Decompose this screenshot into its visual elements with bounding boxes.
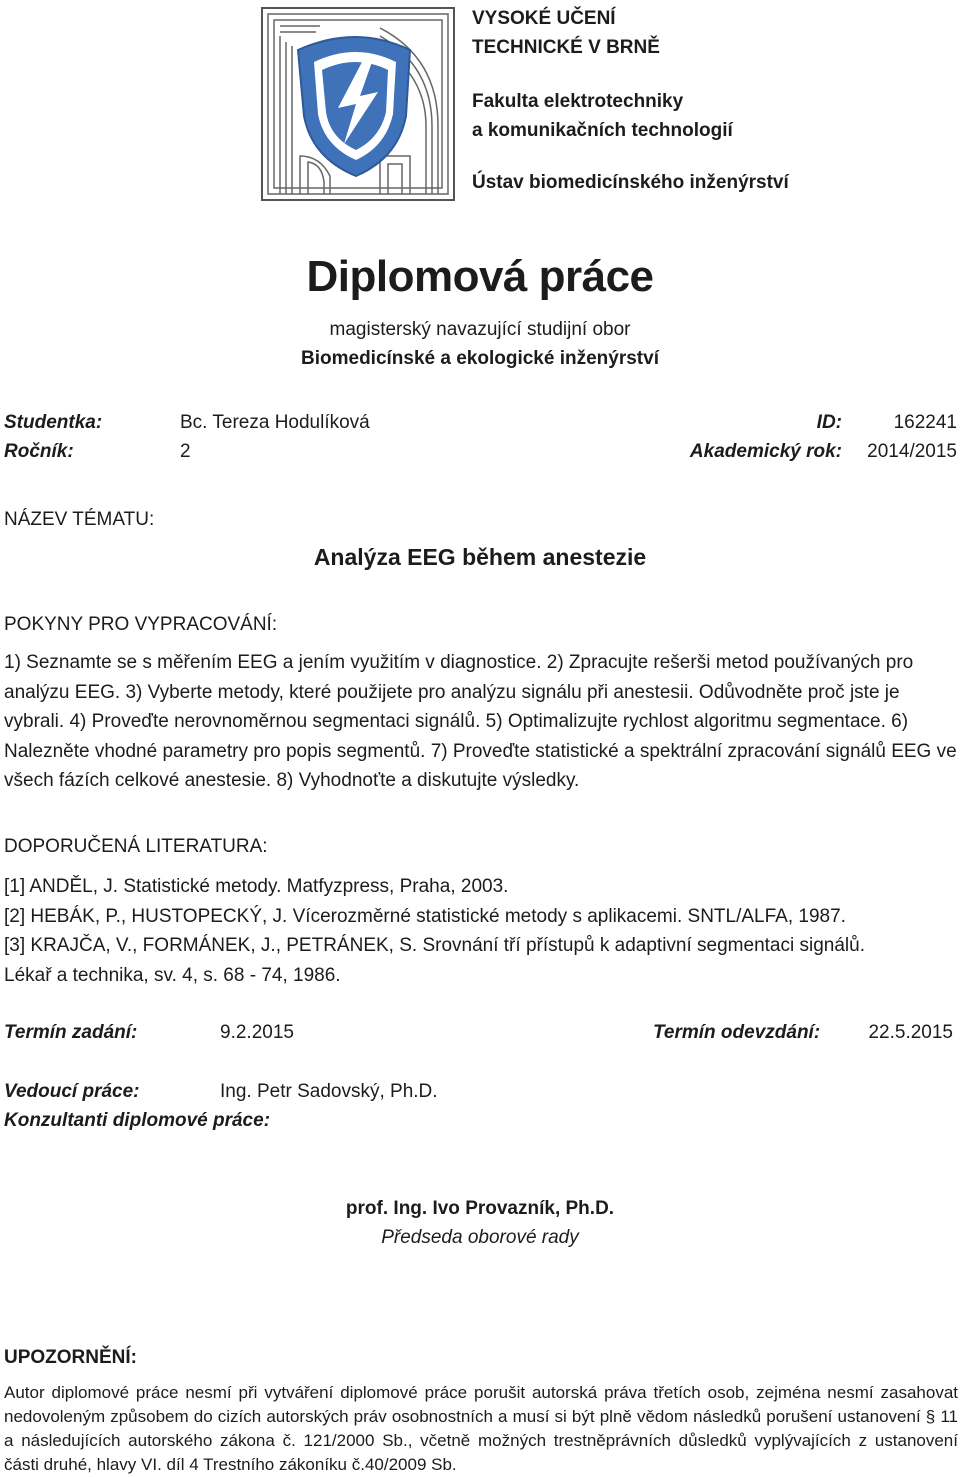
university-name-line2: TECHNICKÉ V BRNĚ bbox=[472, 37, 660, 58]
year-value: 2 bbox=[180, 441, 191, 462]
warning-text: Autor diplomové práce nesmí při vytváření diplomové práce porušit autorská práva třetích osob, zejména nesmí zasahovat nedovoleným způsobem do cizích autorských práv osobnostních a musí si být plně vědom následků porušení ustanovení § 11 a následujících autorského zákona č. 121/2000 Sb., včetně možných trestněprávních důsledků vyplývajících z ustanovení části druhé, hlavy VI. díl 4 Trestního zákoníku č.40/2009 Sb. bbox=[4, 1383, 958, 1474]
supervisor-label: Vedoucí práce: bbox=[4, 1081, 140, 1102]
student-name: Bc. Tereza Hodulíková bbox=[180, 412, 370, 433]
id-value: 162241 bbox=[893, 412, 957, 433]
assigned-date-label: Termín zadání: bbox=[4, 1022, 138, 1043]
academic-year-label: Akademický rok: bbox=[689, 441, 842, 462]
literature-item: Lékař a technika, sv. 4, s. 68 - 74, 1986. bbox=[4, 964, 341, 986]
faculty-name-line2: a komunikačních technologií bbox=[472, 120, 733, 141]
literature-item: [3] KRAJČA, V., FORMÁNEK, J., PETRÁNEK, S. Srovnání tří přístupů k adaptivní segmentaci signálů. bbox=[4, 935, 865, 956]
instructions-label: POKYNY PRO VYPRACOVÁNÍ: bbox=[4, 614, 278, 635]
student-label: Studentka: bbox=[4, 412, 103, 433]
faculty-name-line1: Fakulta elektrotechniky bbox=[472, 91, 684, 112]
topic-title: Analýza EEG během anestezie bbox=[313, 544, 647, 570]
consultants-label: Konzultanti diplomové práce: bbox=[4, 1110, 271, 1131]
topic-label: NÁZEV TÉMATU: bbox=[4, 509, 155, 530]
academic-year-value: 2014/2015 bbox=[867, 441, 957, 462]
literature-item: [2] HEBÁK, P., HUSTOPECKÝ, J. Vícerozměrné statistické metody s aplikacemi. SNTL/ALFA, 1987. bbox=[4, 905, 846, 927]
instructions-text: 1) Seznamte se s měřením EEG a jením využitím v diagnostice. 2) Zpracujte rešerši metod používaných pro analýzu EEG. 3) Vyberte metody, které použijete pro analýzu signálu při anestesii. Odůvodněte proč jste je vybrali. 4) Proveďte nerovnoměrnou segmentaci signálů. 5) Optimalizujte rychlost algoritmu segmentace. 6) Nalezněte vhodné parametry pro popis segmentů. 7) Proveďte statistické a spektrální zpracování signálů EEG ve všech fázích celkové anestesie. 8) Vyhodnoťte a diskutujte výsledky. bbox=[4, 652, 957, 791]
literature-item: [1] ANDĚL, J. Statistické metody. Matfyzpress, Praha, 2003. bbox=[4, 876, 509, 897]
literature-list bbox=[4, 872, 865, 990]
university-logo bbox=[260, 6, 456, 202]
due-date-label: Termín odevzdání: bbox=[653, 1022, 821, 1043]
chair-name: prof. Ing. Ivo Provazník, Ph.D. bbox=[345, 1198, 615, 1219]
chair-role: Předseda oborové rady bbox=[381, 1227, 579, 1248]
university-name-line1: VYSOKÉ UČENÍ bbox=[472, 8, 616, 29]
supervisor-name: Ing. Petr Sadovský, Ph.D. bbox=[220, 1081, 438, 1102]
year-label: Ročník: bbox=[4, 441, 74, 462]
vut-emblem-icon bbox=[260, 6, 456, 202]
assigned-date-value: 9.2.2015 bbox=[220, 1022, 294, 1043]
literature-label: DOPORUČENÁ LITERATURA: bbox=[4, 836, 268, 857]
warning-label: UPOZORNĚNÍ: bbox=[4, 1347, 137, 1368]
field-of-study: Biomedicínské a ekologické inženýrství bbox=[301, 348, 659, 369]
study-programme: magisterský navazující studijní obor bbox=[329, 319, 631, 340]
id-label: ID: bbox=[816, 412, 842, 433]
page-title: Diplomová práce bbox=[306, 252, 654, 301]
due-date-value: 22.5.2015 bbox=[868, 1022, 953, 1043]
institute-name: Ústav biomedicínského inženýrství bbox=[472, 172, 789, 193]
